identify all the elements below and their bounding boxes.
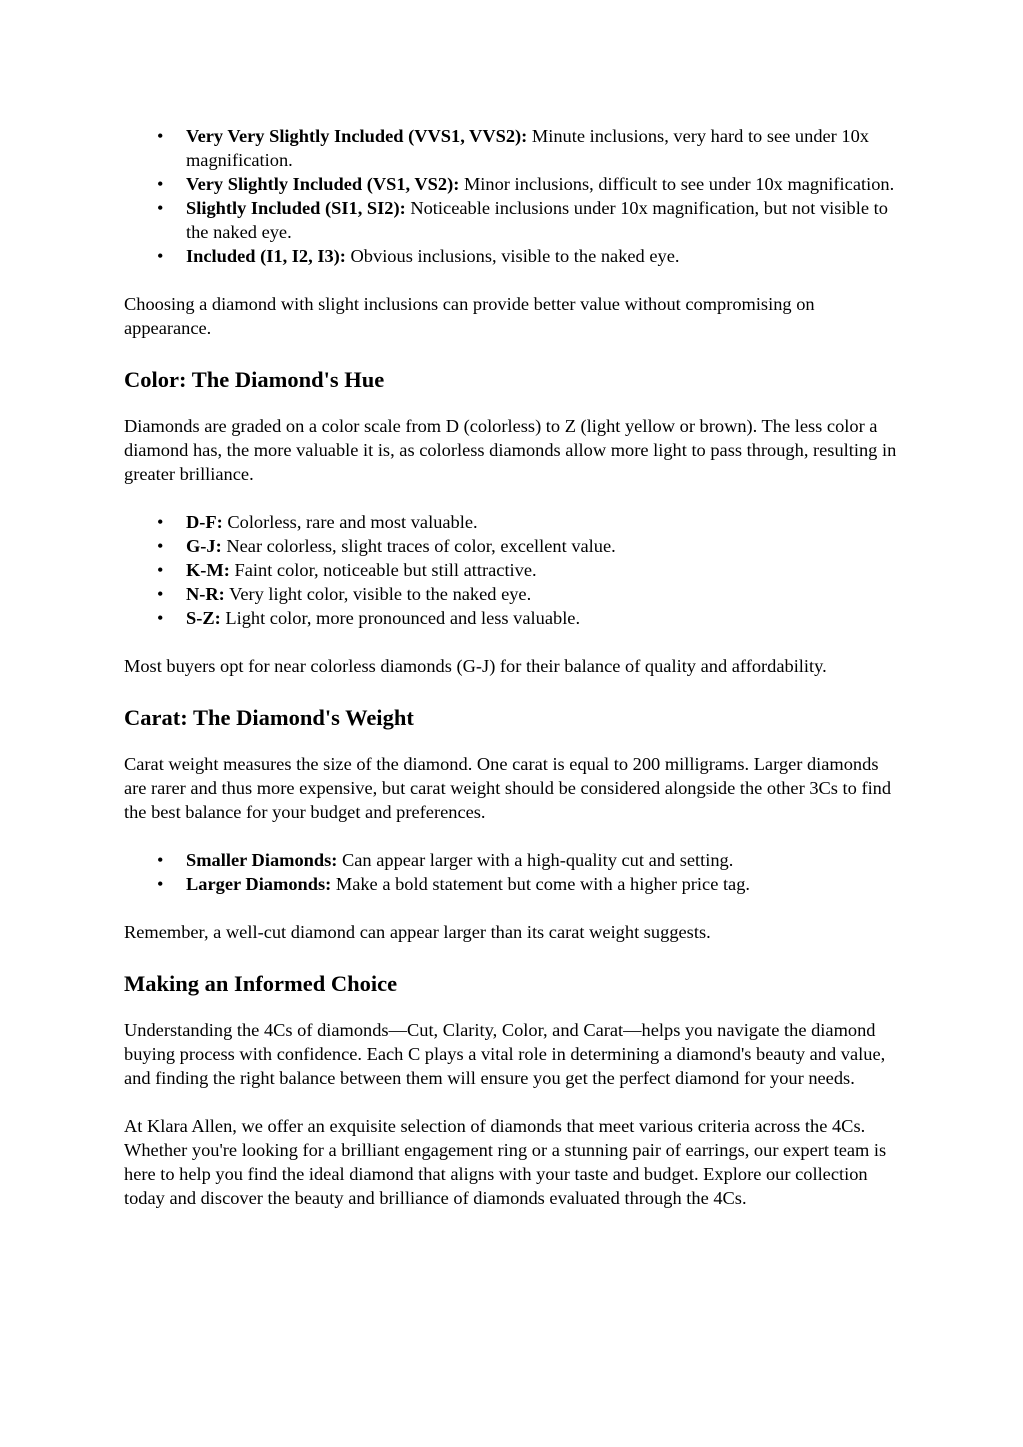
carat-section-heading: Carat: The Diamond's Weight	[124, 705, 414, 730]
list-item-text: Near colorless, slight traces of color, excellent value.	[221, 536, 616, 556]
list-item-term: Included (I1, I2, I3):	[186, 246, 346, 266]
list-item-text: Can appear larger with a high-quality cut and setting.	[337, 850, 734, 870]
list-item-term: N-R:	[186, 584, 225, 604]
color-closing-paragraph: Most buyers opt for near colorless diamonds (G-J) for their balance of quality and affordability.	[124, 656, 827, 676]
list-item-text: Light color, more pronounced and less valuable.	[220, 608, 581, 628]
list-item	[124, 196, 904, 244]
list-item	[124, 582, 904, 606]
document-page	[124, 124, 904, 1210]
clarity-closing-paragraph: Choosing a diamond with slight inclusions can provide better value without compromising on appearance.	[124, 294, 815, 338]
list-item-term: Slightly Included (SI1, SI2):	[186, 198, 406, 218]
list-item	[124, 606, 904, 630]
list-item-term: Very Very Slightly Included (VVS1, VVS2):	[186, 126, 528, 146]
list-item	[124, 124, 904, 172]
list-item	[124, 244, 904, 268]
list-item	[124, 172, 904, 196]
carat-intro-paragraph: Carat weight measures the size of the diamond. One carat is equal to 200 milligrams. Larger diamonds are rarer and thus more expensive, but carat weight should be considered alongside the other 3Cs to find the best balance for your budget and preferences.	[124, 754, 892, 822]
list-item-term: G-J:	[186, 536, 222, 556]
list-item-term: Very Slightly Included (VS1, VS2):	[186, 174, 460, 194]
clarity-grade-list	[124, 124, 904, 268]
list-item-text: Minute inclusions, very hard to see under 10x magnification.	[186, 126, 869, 170]
color-grade-list	[124, 510, 904, 630]
choice-paragraph-2: At Klara Allen, we offer an exquisite selection of diamonds that meet various criteria across the 4Cs. Whether you're looking for a brilliant engagement ring or a stunning pair of earrings, our expert team is here to help you find the ideal diamond that aligns with your taste and budget. Explore our collection today and discover the beauty and brilliance of diamonds evaluated through the 4Cs.	[124, 1116, 887, 1208]
list-item	[124, 848, 904, 872]
list-item-text: Obvious inclusions, visible to the naked eye.	[345, 246, 680, 266]
list-item-text: Very light color, visible to the naked eye.	[224, 584, 532, 604]
list-item-text: Minor inclusions, difficult to see under 10x magnification.	[459, 174, 895, 194]
list-item-term: K-M:	[186, 560, 230, 580]
choice-section-heading: Making an Informed Choice	[124, 971, 398, 996]
list-item	[124, 534, 904, 558]
list-item-text: Make a bold statement but come with a higher price tag.	[331, 874, 751, 894]
list-item	[124, 558, 904, 582]
choice-paragraph-1: Understanding the 4Cs of diamonds—Cut, Clarity, Color, and Carat—helps you navigate the diamond buying process with confidence. Each C plays a vital role in determining a diamond's beauty and value, and finding the right balance between them will ensure you get the perfect diamond for your needs.	[124, 1020, 886, 1088]
list-item-term: S-Z:	[186, 608, 221, 628]
list-item-term: Larger Diamonds:	[186, 874, 332, 894]
list-item	[124, 872, 904, 896]
list-item-term: Smaller Diamonds:	[186, 850, 338, 870]
list-item-text: Colorless, rare and most valuable.	[222, 512, 478, 532]
color-section-heading: Color: The Diamond's Hue	[124, 367, 385, 392]
list-item-text: Faint color, noticeable but still attractive.	[229, 560, 537, 580]
carat-closing-paragraph: Remember, a well-cut diamond can appear larger than its carat weight suggests.	[124, 922, 711, 942]
list-item-text: Noticeable inclusions under 10x magnification, but not visible to the naked eye.	[186, 198, 888, 242]
carat-size-list	[124, 848, 904, 896]
list-item	[124, 510, 904, 534]
list-item-term: D-F:	[186, 512, 223, 532]
color-intro-paragraph: Diamonds are graded on a color scale from D (colorless) to Z (light yellow or brown). The less color a diamond has, the more valuable it is, as colorless diamonds allow more light to pass through, resulting in greater brilliance.	[124, 416, 897, 484]
